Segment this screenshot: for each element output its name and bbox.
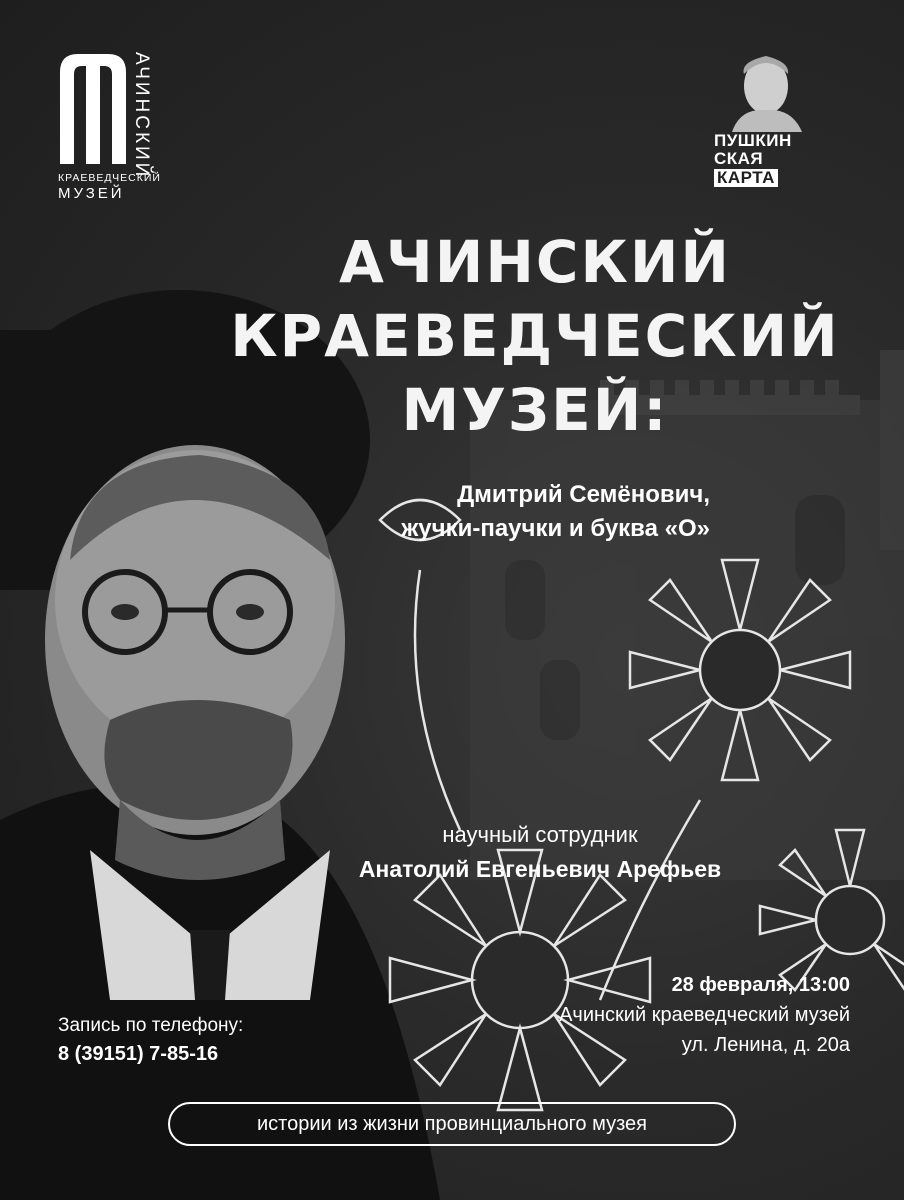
- pushkin-card-logo: [710, 52, 850, 187]
- event-venue: Ачинский краеведческий музей: [559, 1004, 850, 1026]
- pushkin-card-line2: СКАЯ: [714, 149, 764, 168]
- museum-logo-line2: МУЗЕЙ: [58, 185, 125, 202]
- event-date-time: 28 февраля, 13:00: [671, 974, 850, 996]
- subtitle: [330, 478, 710, 546]
- pushkin-card-line3: КАРТА: [714, 169, 778, 187]
- pushkin-card-line1: ПУШКИН: [714, 131, 792, 150]
- event-address: ул. Ленина, д. 20а: [681, 1034, 850, 1056]
- series-badge: истории из жизни провинциального музея: [168, 1102, 736, 1146]
- headline-line1: АЧИНСКИЙ: [339, 228, 731, 296]
- headline-line2: КРАЕВЕДЧЕСКИЙ: [230, 302, 840, 370]
- speaker-name: Анатолий Евгеньевич Арефьев: [358, 856, 722, 882]
- subtitle-line1: Дмитрий Семёнович,: [457, 481, 710, 508]
- registration-label: Запись по телефону:: [58, 1015, 244, 1036]
- headline-line3: МУЗЕЙ:: [401, 376, 669, 444]
- registration-info: [58, 1012, 243, 1068]
- event-info: [480, 970, 850, 1060]
- registration-phone[interactable]: 8 (39151) 7-85-16: [58, 1043, 219, 1065]
- museum-logo-vertical-text: АЧИНСКИЙ: [131, 52, 152, 180]
- subtitle-line2: жучки-паучки и буква «О»: [401, 515, 710, 542]
- museum-logo-line1: КРАЕВЕДЧЕСКИЙ: [58, 172, 161, 184]
- speaker-block: [320, 818, 760, 886]
- museum-logo: [58, 52, 168, 202]
- headline: [210, 225, 860, 447]
- pushkin-bust-icon: [710, 52, 850, 132]
- museum-monogram-icon: [58, 52, 128, 167]
- speaker-role: научный сотрудник: [442, 822, 638, 847]
